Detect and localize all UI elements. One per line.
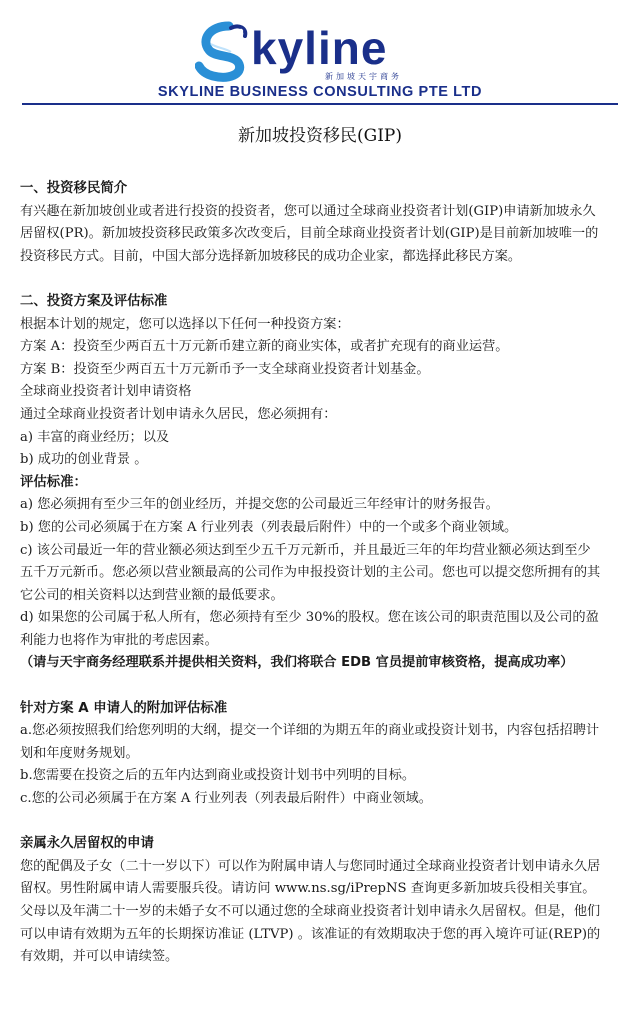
paragraph-line: 您的配偶及子女（二十一岁以下）可以作为附属申请人与您同时通过全球商业投资者计划申请永久居 xyxy=(20,858,601,874)
criteria-line: c) 该公司最近一年的营业额必须达到至少五千万元新币，并且最近三年的年均营业额必须达到至少 xyxy=(20,542,591,558)
criteria-line: d) 如果您的公司属于私人所有，您必须持有至少 30%的股权。您在该公司的职责范围以及公司的盈 xyxy=(20,610,599,626)
option-b-line: 方案 B：投资至少两百五十万元新币予一支全球商业投资者计划基金。 xyxy=(20,361,430,377)
paragraph-line: 有兴趣在新加坡创业或者进行投资的投资者，您可以通过全球商业投资者计划(GIP)申请新加坡永久 xyxy=(20,203,596,219)
paragraph-line: 父母以及年满二十一岁的未婚子女不可以通过您的全球商业投资者计划申请永久居留权。但是，他们 xyxy=(20,904,601,919)
criteria-line: a) 您必须拥有至少三年的创业经历，并提交您的公司最近三年经审计的财务报告。 xyxy=(20,497,499,513)
paragraph-line: 投资移民方式。目前，中国大部分选择新加坡移民的成功企业家，都选择此移民方案。 xyxy=(20,248,522,264)
option-a-line: 方案 A：投资至少两百五十万元新币建立新的商业实体，或者扩充现有的商业运营。 xyxy=(20,339,509,355)
contact-note: （请与天宇商务经理联系并提供相关资料，我们将联合 EDB 官员提前审核资格，提高成功率） xyxy=(20,655,574,671)
document-title: 新加坡投资移民(GIP) xyxy=(238,126,402,146)
criteria-line: b) 您的公司必须属于在方案 A 行业列表（列表最后附件）中的一个或多个商业领域。 xyxy=(20,519,518,535)
svg-text:新加坡天宇商务: 新加坡天宇商务 xyxy=(325,72,402,81)
criteria-line: a.您必须按照我们给您列明的大纲，提交一个详细的为期五年的商业或投资计划书，内容包括招聘计 xyxy=(20,723,600,739)
criteria-line: 五千万元新币。您必须以营业额最高的公司作为申报投资计划的主公司。您也可以提交您所拥有的其 xyxy=(20,565,601,581)
paragraph-line: 有效期，并可以申请续签。 xyxy=(20,949,179,965)
paragraph-line: 通过全球商业投资者计划申请永久居民，您必须拥有： xyxy=(20,406,337,422)
paragraph-line: 可以申请有效期为五年的长期探访准证 (LTVP) 。该准证的有效期取决于您的再入境许可证(REP)的 xyxy=(20,926,601,942)
list-item: b) 成功的创业背景 。 xyxy=(20,452,148,468)
company-name: SKYLINE BUSINESS CONSULTING PTE LTD xyxy=(157,84,483,100)
paragraph-line: 根据本计划的规定，您可以选择以下任何一种投资方案： xyxy=(20,316,350,332)
criteria-line: b.您需要在投资之后的五年内达到商业或投资计划书中列明的目标。 xyxy=(20,768,416,784)
list-item: a) 丰富的商业经历；以及 xyxy=(20,429,170,445)
section-heading-family-pr: 亲属永久居留权的申请 xyxy=(20,836,154,852)
header-divider xyxy=(22,103,618,105)
criteria-line: 划和年度财务规划。 xyxy=(20,745,139,761)
section-heading-intro: 一、投资移民简介 xyxy=(20,181,128,196)
dragon-logo-icon xyxy=(195,18,455,84)
criteria-line: 它公司的相关资料以达到营业额的最低要求。 xyxy=(20,587,284,603)
section-heading-option-a-criteria: 针对方案 A 申请人的附加评估标准 xyxy=(20,700,228,716)
criteria-heading: 评估标准： xyxy=(20,474,87,490)
paragraph-line: 居留权(PR)。新加坡投资移民政策多次改变后，目前全球商业投资者计划(GIP)是目前新加坡唯一的 xyxy=(20,226,599,242)
section-heading-investment-options: 二、投资方案及评估标准 xyxy=(20,293,168,309)
document-body xyxy=(20,178,625,969)
company-logo xyxy=(195,18,455,84)
paragraph-line: 留权。男性附属申请人需要服兵役。请访问 www.ns.sg/iPrepNS 查询更多新加坡兵役相关事宜。 xyxy=(20,881,596,897)
criteria-line: c.您的公司必须属于在方案 A 行业列表（列表最后附件）中商业领域。 xyxy=(20,791,432,807)
svg-text:kyline: kyline xyxy=(251,22,388,74)
paragraph-line: 全球商业投资者计划申请资格 xyxy=(20,384,192,400)
criteria-line: 利能力也将作为审批的考虑因素。 xyxy=(20,632,218,648)
